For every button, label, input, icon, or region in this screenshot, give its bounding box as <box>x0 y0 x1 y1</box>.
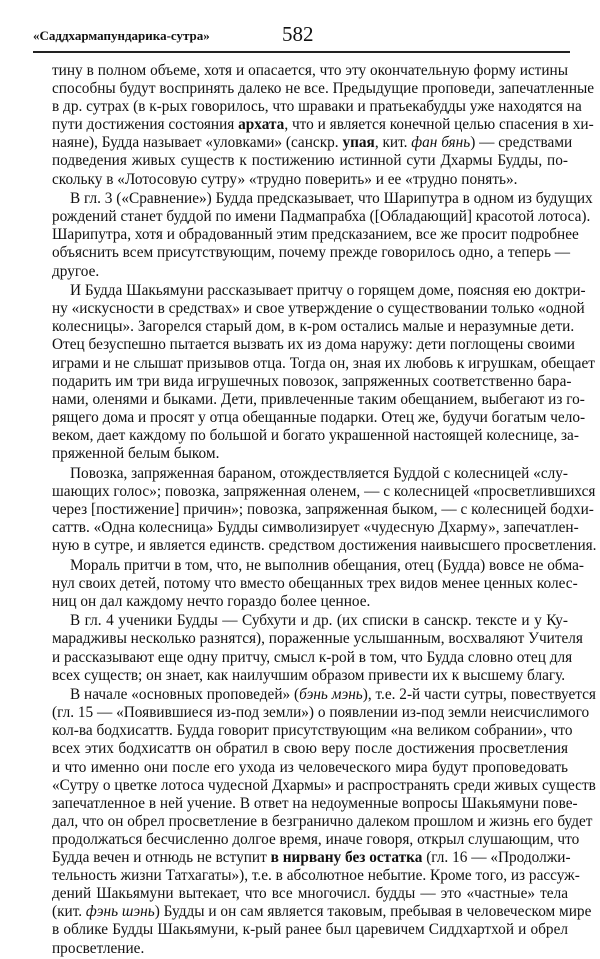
text-line: шающих голос»; повозка, запряженная оленем, — с колесницей «просветлившихся <box>52 482 596 500</box>
text-line: и рассказывают еще одну притчу, смысл к-рой в том, что Будда словно отец для <box>52 648 573 666</box>
text-line: В гл. 3 («Сравнение») Будда предсказывает, что Шарипутра в одном из будущих <box>70 190 593 208</box>
text-line: Шарипутра, хотя и обрадованный этим предсказанием, все же просит подробнее <box>52 226 579 244</box>
text-line: пряженной белым быком. <box>52 444 220 462</box>
text-span: (кит. <box>52 903 86 921</box>
text-line: другое. <box>52 262 100 280</box>
text-line <box>52 686 596 704</box>
text-span: В начале «основных проповедей» ( <box>70 686 300 704</box>
text-line <box>52 134 573 152</box>
text-span: Будда вечен и отнюдь не вступит <box>52 849 271 867</box>
text-line: Отец безуспешно пытается вызвать их из дома наружу: дети поглощены своими <box>52 336 575 354</box>
page-number: 582 <box>282 22 314 46</box>
text-line: в облике Будды Шакьямуни, к-рый ранее был царевичем Сиддхартхой и обрел <box>52 921 568 939</box>
text-line: ну «искусности в средствах» и свое утверждение о существовании только «одной <box>52 300 585 318</box>
text-line: марадживы несколько разнятся), пораженные услышанным, восхваляют Учителя <box>52 630 583 648</box>
text-line: веком, дает каждому по большой и богато украшенной настоящей колеснице, за- <box>52 426 579 444</box>
italic-term: бэнь мэнь <box>299 686 363 704</box>
text-line: всех этих бодхисаттв он обратил в свою веру после достижения просветления <box>52 740 568 758</box>
text-line: «Сутру о цветке лотоса чудесной Дхармы» и распространять среди живых существ <box>52 776 596 794</box>
text-line: нами, оленями и быками. Дети, привлеченные таким обещанием, выбегают из го- <box>52 390 585 408</box>
paragraph <box>52 190 593 280</box>
text-line: колесницы». Загорелся старый дом, в к-ром остались малые и неразумные дети. <box>52 318 575 336</box>
text-line: Мораль притчи в том, что, не выполнив обещания, отец (Будда) вовсе не обма- <box>70 556 585 574</box>
text-line: играми и не слышат призывов отца. Тогда он, зная их любовь к игрушкам, обещает <box>52 354 595 372</box>
text-line: рождений станет буддой по имени Падмапрабха ([Обладающий] красотой лотоса). <box>52 208 591 226</box>
text-line: подарить им три вида игрушечных повозок, запряженных соответственно бара- <box>52 372 572 390</box>
text-line <box>52 903 592 921</box>
header-rule <box>33 51 570 53</box>
text-line: скольку в «Лотосовую сутру» «трудно поверить» и ее «трудно понять». <box>52 170 518 188</box>
page-body <box>52 62 597 959</box>
paragraph <box>52 612 583 684</box>
text-line: ную в сутре, и является единств. средством достижения наивысшего просветления. <box>52 536 597 554</box>
running-header-title: «Саддхармапундарика-сутра» <box>33 28 210 43</box>
text-line: ниц он дал каждому нечто гораздо более ценное. <box>52 592 371 610</box>
text-line <box>52 849 571 867</box>
text-line: подведения живых существ к постижению истинной сути Дхармы Будды, по- <box>52 152 568 170</box>
paragraph <box>52 464 597 555</box>
paragraph <box>52 282 595 463</box>
text-line: запечатленное в ней учение. В ответ на недоуменные вопросы Шакьямуни пове- <box>52 794 578 812</box>
text-line: продолжаться бесчисленно долгое время, иначе говоря, открыл слушающим, что <box>52 830 580 848</box>
text-span: , что и является конечной целью спасения в хи- <box>284 116 594 134</box>
bold-term: архата <box>238 116 285 134</box>
text-line: объяснить всем присутствующим, почему прежде говорилось одно, а теперь — <box>52 244 571 262</box>
text-span: ) Будды и он сам является таковым, пребывая в человеческом мире <box>154 903 592 921</box>
text-line: саттв. «Одна колесница» Будды символизирует «чудесную Дхарму», запечатлен- <box>52 518 579 536</box>
text-line: дений Шакьямуни вытекает, что все многочисл. будды — это «частные» тела <box>52 885 568 903</box>
text-line: в др. сутрах (в к-рых говорилось, что шраваки и пратьекабудды уже находятся на <box>52 98 582 116</box>
text-line: дал, что он обрел просветление в безгранично далеком прошлом и жизнь его будет <box>52 812 593 830</box>
bold-term: упая <box>342 134 375 152</box>
text-span: , кит. <box>374 134 412 152</box>
text-line: просветление. <box>52 939 145 957</box>
text-line: И Будда Шакьямуни рассказывает притчу о горящем доме, поясняя ею доктри- <box>70 282 586 300</box>
paragraph <box>52 686 596 957</box>
text-span: (гл. 16 — «Продолжи- <box>422 849 571 867</box>
italic-term: фэнь шэнь <box>85 903 155 921</box>
italic-term: фан бянь <box>411 134 471 152</box>
text-line: тельность жизни Татхагаты»), т.е. в абсолютное небытие. Кроме того, из рассуж- <box>52 867 580 885</box>
paragraph <box>52 62 595 189</box>
text-line: через [постижение] причин»; повозка, запряженная быком, — с колесницей бодхи- <box>52 500 594 518</box>
text-line: В гл. 4 ученики Будды — Субхути и др. (их списки в санскр. тексте и у Ку- <box>70 612 568 630</box>
bold-term: в нирвану без остатка <box>270 849 423 867</box>
text-line <box>52 116 594 134</box>
text-line: кол-ва бодхисаттв. Будда говорит присутствующим «на великом собрании», что <box>52 722 573 740</box>
text-span: наяне), Будда называет «уловками» (санскр. <box>52 134 343 152</box>
text-line: и что именно они после его ухода из человеческого мира будут проповедовать <box>52 758 568 776</box>
paragraph <box>52 556 585 611</box>
text-line: (гл. 15 — «Появившиеся из-под земли») о появлении из-под земли неисчислимого <box>52 704 590 722</box>
text-line: способны будут воспринять далеко не все. Предыдущие проповеди, запечатленные <box>52 80 595 98</box>
text-line: рящего дома и просят у отца обещанные подарки. Отец же, будучи богатым чело- <box>52 408 586 426</box>
text-span: ), т.е. 2-й части сутры, повествуется <box>362 686 596 704</box>
text-line: тину в полном объеме, хотя и опасается, что эту окончательную форму истины <box>52 62 568 79</box>
text-line: нул своих детей, потому что вместо обещанных трех видов менее ценных колес- <box>52 574 578 592</box>
text-line: Повозка, запряженная бараном, отождествляется Буддой с колесницей «слу- <box>70 464 568 482</box>
text-span: пути достижения состояния <box>52 116 239 134</box>
text-line: всех существ; он знает, как наилучшим образом привести их к высшему благу. <box>52 666 566 684</box>
text-span: ) — средствами <box>470 134 573 152</box>
